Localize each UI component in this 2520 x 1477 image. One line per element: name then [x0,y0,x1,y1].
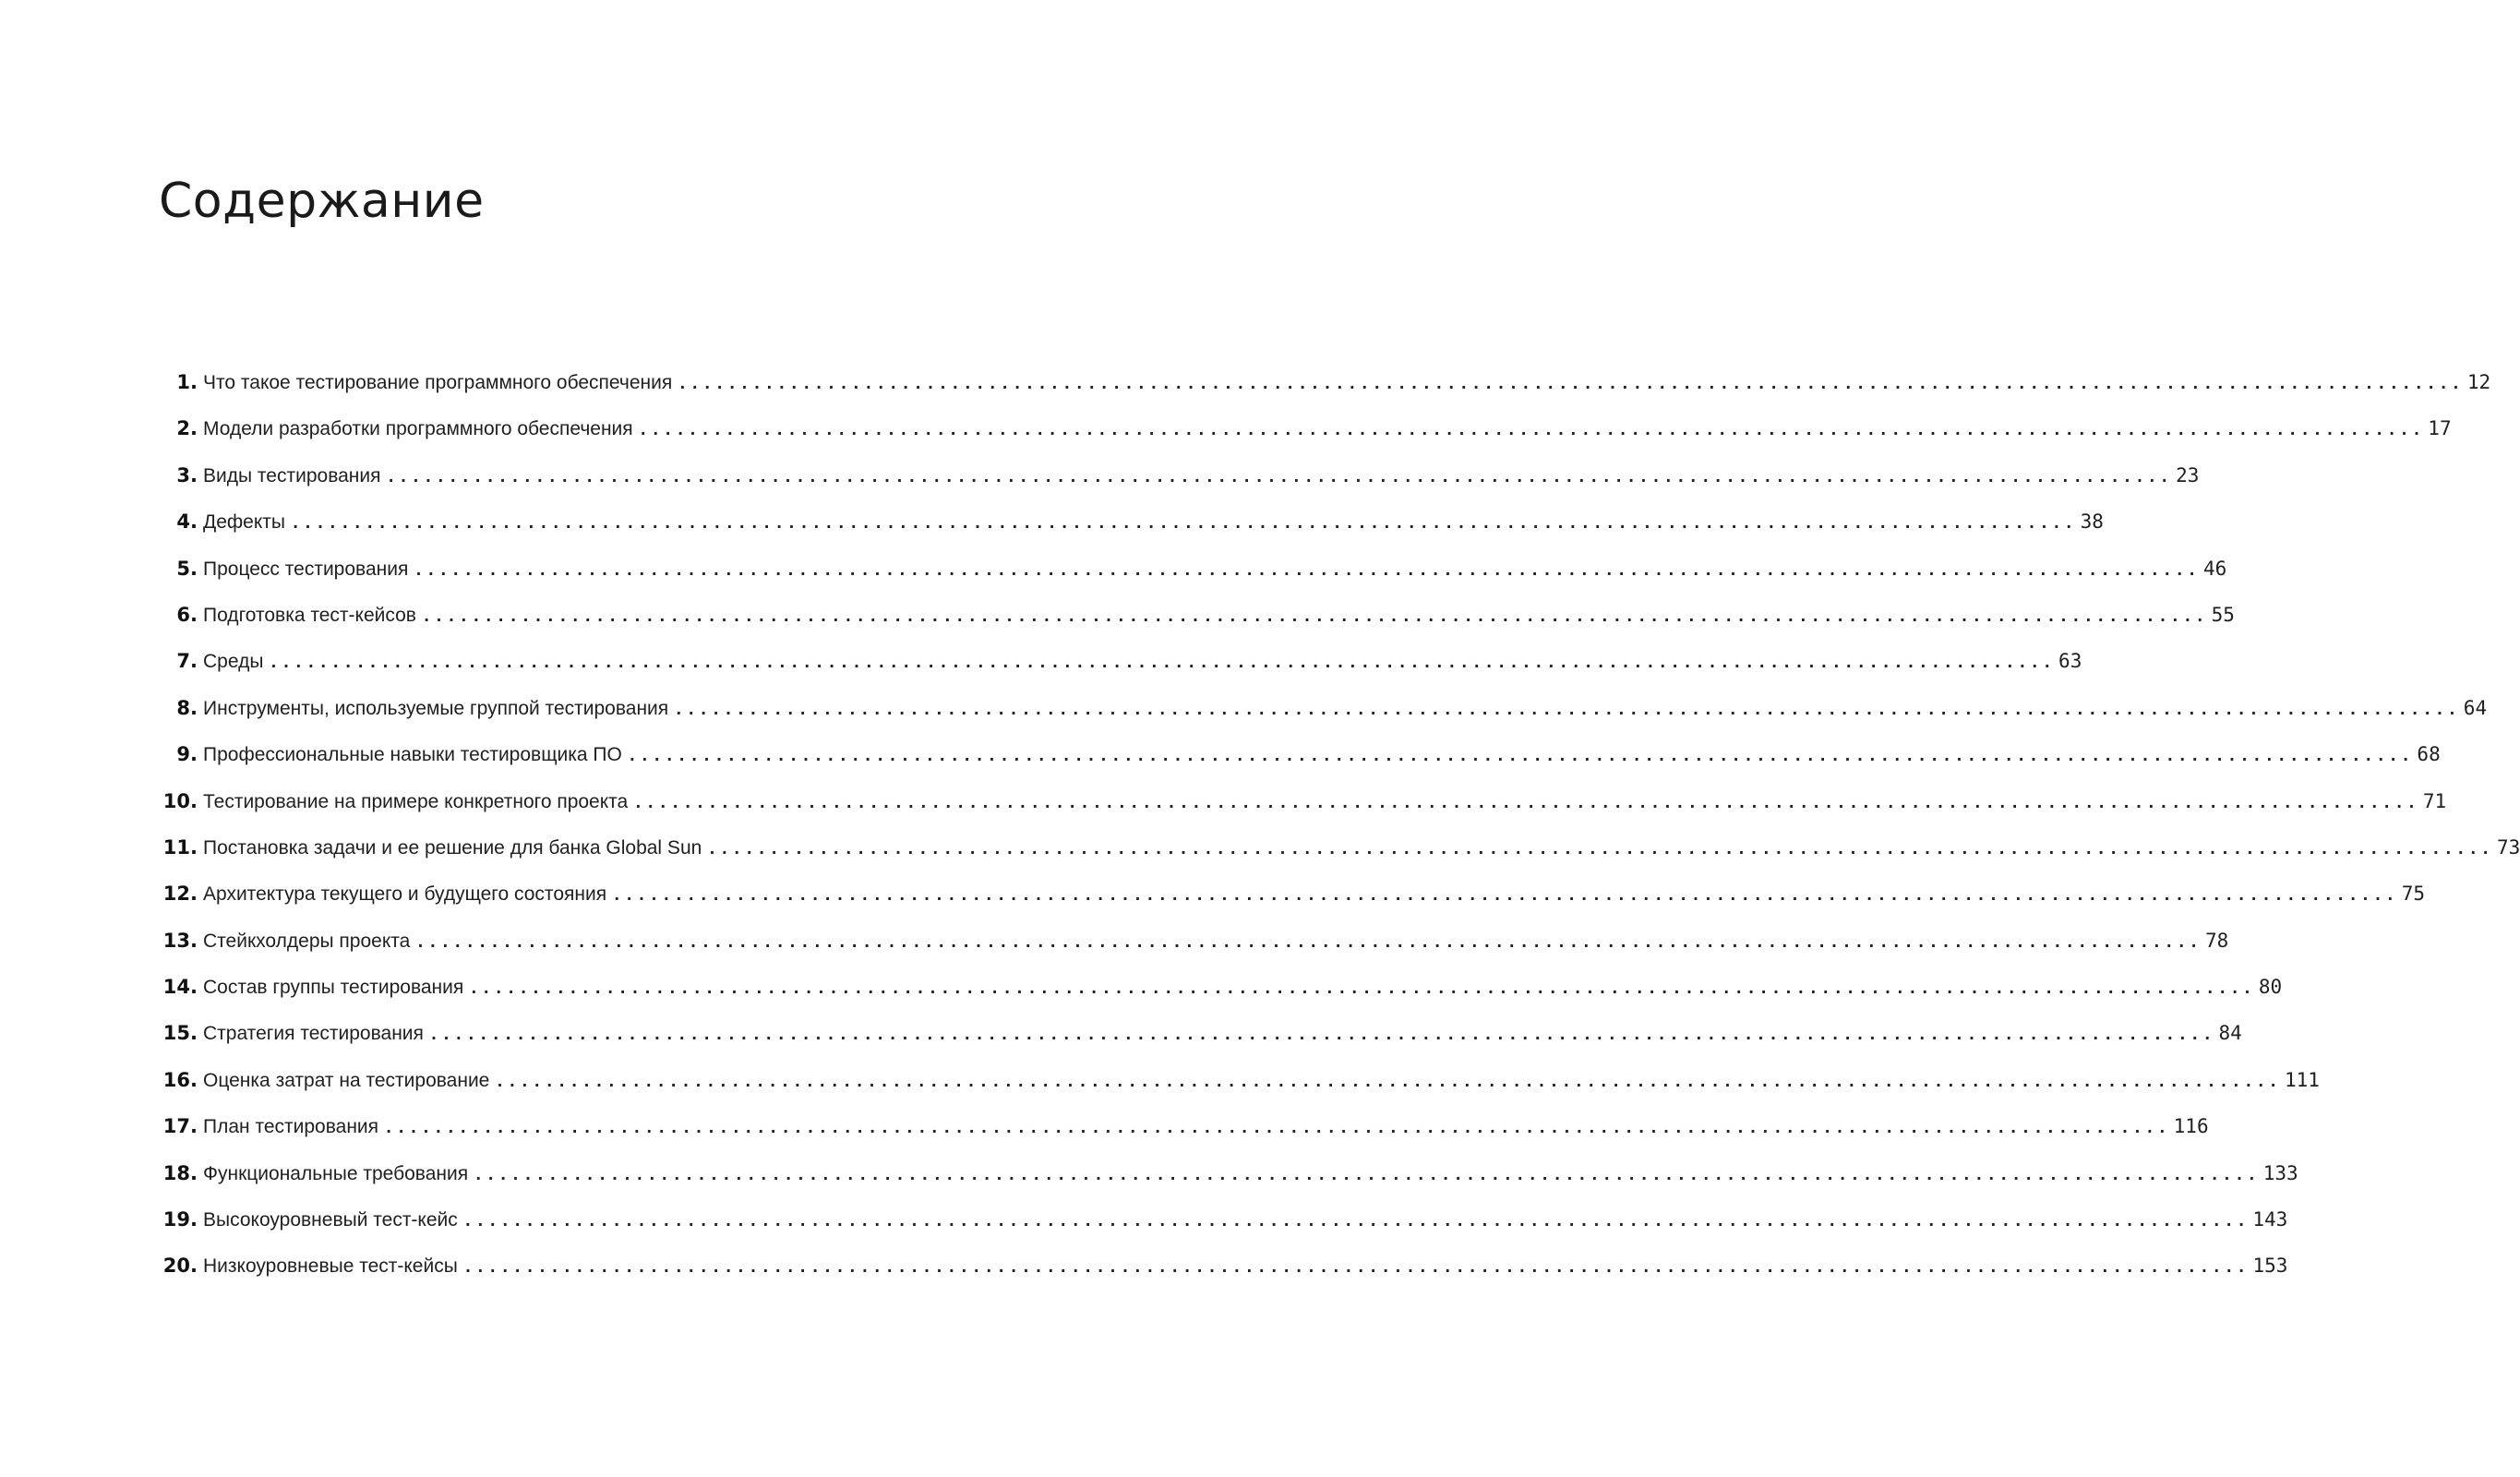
toc-entry-title: Инструменты, используемые группой тестирования [203,693,674,725]
toc-dot-leader: ................................................................................................................................................ [707,839,2493,859]
toc-entry[interactable] [157,1158,2298,1204]
toc-dot-leader: ................................................................................................................................................ [414,560,2200,580]
toc-entry-page: 78 [2204,929,2229,952]
toc-entry-number: 18. [162,1161,198,1184]
toc-entry[interactable] [157,1064,2320,1111]
toc-dot-leader: ................................................................................................................................................ [678,375,2464,393]
toc-entry-page: 80 [2258,976,2283,999]
toc-entry[interactable] [157,971,2283,1017]
toc-entry-page: 23 [2176,463,2200,486]
toc-dot-leader: ................................................................................................................................................ [421,606,2208,626]
toc-entry-page: 143 [2252,1208,2288,1231]
toc-entry-number: 14. [162,976,198,999]
toc-entry-page: 133 [2262,1161,2298,1184]
toc-entry[interactable] [157,1204,2288,1250]
page-title: Содержание [159,174,485,229]
toc-dot-leader: ................................................................................................................................................ [386,467,2173,486]
toc-entry-title: Оценка затрат на тестирование [203,1065,495,1097]
toc-entry-page: 63 [2058,650,2082,673]
toc-entry-page: 17 [2428,417,2452,440]
toc-dot-leader: ................................................................................................................................................ [674,700,2460,719]
toc-entry[interactable] [157,925,2229,971]
toc-entry-number: 4. [176,510,198,534]
table-of-contents [157,366,2520,1297]
toc-entry-number: 20. [162,1255,198,1278]
toc-entry-page: 153 [2252,1255,2288,1278]
toc-entry-number: 11. [162,835,198,859]
toc-entry-page: 64 [2463,696,2488,719]
toc-entry-title: Стейкхолдеры проекта [203,926,415,957]
toc-entry-number: 2. [176,417,198,440]
toc-entry[interactable] [157,599,2235,645]
toc-entry-number: 9. [176,743,198,766]
toc-entry[interactable] [157,786,2447,832]
toc-dot-leader: ................................................................................................................................................ [462,1212,2250,1231]
toc-entry-page: 73 [2496,835,2520,859]
toc-entry-number: 12. [162,883,198,906]
toc-entry-page: 38 [2080,510,2104,534]
toc-entry[interactable] [157,553,2227,599]
toc-entry[interactable] [157,506,2104,552]
toc-entry-title: Процесс тестирования [203,554,414,585]
toc-entry-number: 17. [162,1115,198,1138]
toc-dot-leader: ................................................................................................................................................ [384,1119,2170,1138]
toc-entry-page: 46 [2202,557,2227,580]
toc-entry-number: 10. [162,789,198,812]
toc-entry-number: 1. [176,371,198,393]
toc-entry[interactable] [157,366,2491,413]
toc-entry-number: 3. [176,463,198,486]
toc-entry-page: 68 [2417,743,2441,766]
toc-entry-page: 71 [2422,789,2447,812]
toc-dot-leader: ................................................................................................................................................ [627,747,2414,766]
toc-entry-number: 13. [162,929,198,952]
toc-entry-number: 16. [162,1068,198,1091]
toc-entry-title: Что такое тестирование программного обеспечения [203,367,678,399]
toc-dot-leader: ................................................................................................................................................ [469,979,2255,999]
toc-entry-title: Тестирование на примере конкретного проекта [203,787,633,818]
toc-entry-title: Модели разработки программного обеспечения [203,414,639,445]
toc-dot-leader: ................................................................................................................................................ [269,654,2056,673]
toc-entry-title: Функциональные требования [203,1159,474,1190]
toc-entry-title: Состав группы тестирования [203,972,469,1003]
toc-entry[interactable] [157,413,2452,459]
toc-entry[interactable] [157,1111,2209,1157]
toc-entry-page: 75 [2401,883,2425,906]
toc-entry-title: Архитектура текущего и будущего состояния [203,879,612,910]
toc-entry[interactable] [157,1250,2288,1296]
toc-entry-title: Низкоуровневые тест-кейсы [203,1251,463,1282]
toc-entry-page: 111 [2285,1068,2320,1091]
toc-entry-title: План тестирования [203,1111,384,1143]
toc-entry[interactable] [157,645,2082,691]
toc-entry-title: Подготовка тест-кейсов [203,600,422,631]
toc-entry-number: 6. [176,603,198,626]
toc-entry-number: 8. [176,696,198,719]
toc-entry-title: Постановка задачи и ее решение для банка Global Sun [203,833,707,864]
toc-dot-leader: ................................................................................................................................................ [462,1258,2250,1278]
toc-entry-title: Среды [203,646,269,678]
toc-entry-title: Профессиональные навыки тестировщика ПО [203,739,628,771]
toc-entry[interactable] [157,832,2520,878]
toc-dot-leader: ................................................................................................................................................ [495,1072,2281,1091]
toc-entry-page: 55 [2211,603,2235,626]
toc-entry-title: Виды тестирования [203,461,387,492]
toc-dot-leader: ................................................................................................................................................ [415,932,2202,952]
toc-entry[interactable] [157,1017,2242,1063]
toc-entry[interactable] [157,460,2200,506]
toc-dot-leader: ................................................................................................................................................ [638,421,2425,440]
toc-entry-page: 116 [2173,1115,2209,1138]
toc-dot-leader: ................................................................................................................................................ [633,793,2419,812]
toc-entry-page: 12 [2466,371,2491,393]
toc-entry[interactable] [157,692,2488,738]
toc-entry[interactable] [157,878,2425,924]
toc-entry-number: 5. [176,557,198,580]
toc-dot-leader: ................................................................................................................................................ [474,1165,2260,1184]
toc-entry-title: Высокоуровневый тест-кейс [203,1205,463,1236]
toc-entry-page: 84 [2218,1022,2242,1045]
toc-entry[interactable] [157,738,2441,785]
toc-entry-title: Дефекты [203,507,291,538]
toc-dot-leader: ................................................................................................................................................ [612,886,2398,906]
toc-dot-leader: ................................................................................................................................................ [428,1026,2215,1045]
toc-entry-number: 7. [176,650,198,673]
toc-entry-number: 15. [162,1022,198,1045]
toc-entry-title: Стратегия тестирования [203,1018,429,1050]
toc-dot-leader: ................................................................................................................................................ [291,514,2077,534]
toc-entry-number: 19. [162,1208,198,1231]
